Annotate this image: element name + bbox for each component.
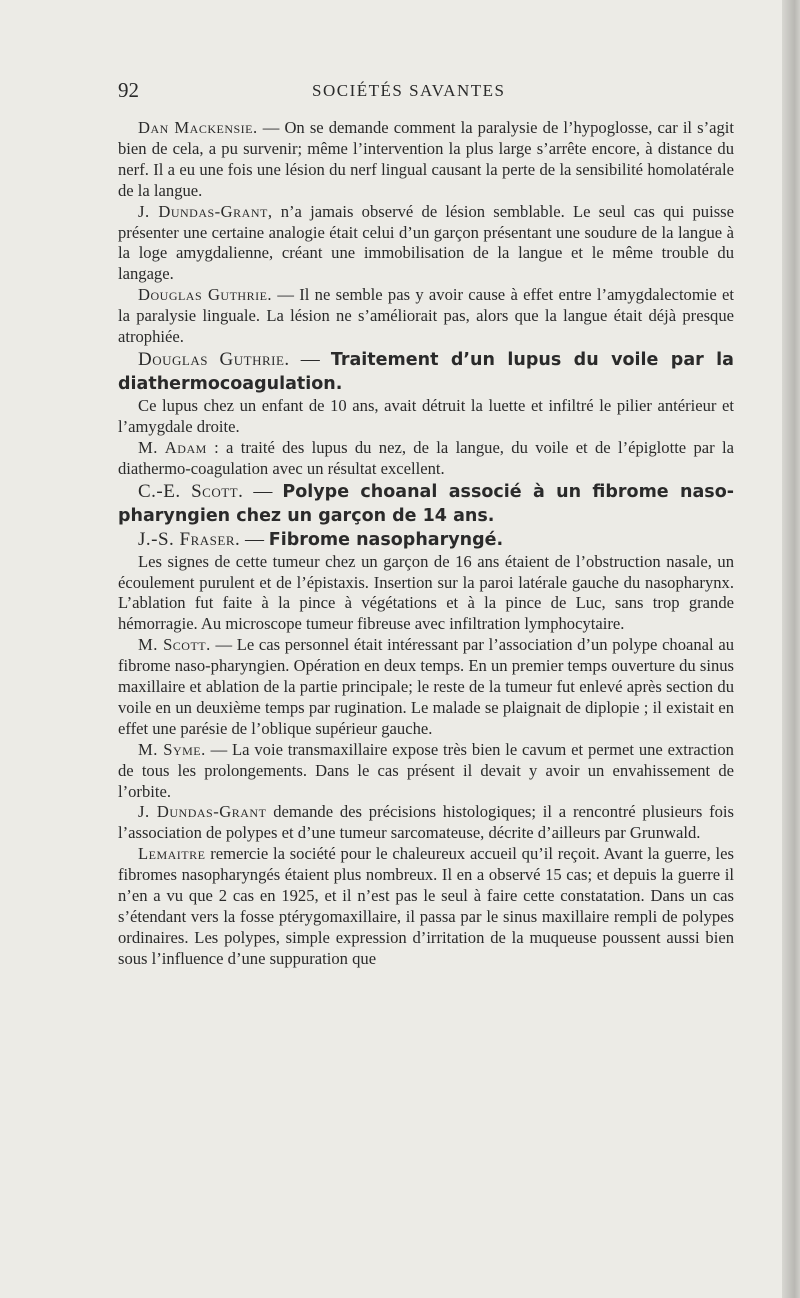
speaker-name: Dan Mackensie.: [138, 118, 258, 137]
paragraph-text: : a traité des lupus du nez, de la langue, du voile et de l’épiglotte par la diathermo-coagulation avec un résultat excellent.: [118, 437, 734, 478]
section-author: J.-S. Fraser.: [138, 528, 241, 550]
paragraph: [118, 396, 734, 438]
paragraph-text: Ce lupus chez un enfant de 10 ans, avait détruit la luette et infiltré le pilier antérieur et l’amygdale droite.: [118, 395, 734, 436]
paragraph-text: remercie la société pour le chaleureux accueil qu’il reçoit. Avant la guerre, les fibromes nasopharyngés étaient plus nombreux. Il en a observé 15 cas; et depuis la guerre il n’en a vu que 2 cas en 1925, et il n’est pas le seul à faire cette constatation. Dans un cas s’étendant vers la fosse ptérygomaxillaire, il passa par le sinus maxillaire rempli de polypes ordinaires. Les polypes, simple expression d’irritation de la muqueuse poussent aussi bien sous l’influence d’une suppuration que: [118, 844, 734, 968]
paragraph: [118, 635, 734, 740]
paragraph-text: — Il ne semble pas y avoir cause à effet entre l’amygdalectomie et la paralysie linguale. La lésion ne s’améliorait pas, alors que la langue était déjà presque atrophiée.: [118, 285, 734, 347]
speaker-name: J. Dundas-Grant,: [138, 201, 273, 221]
page-number: 92: [118, 78, 139, 102]
section-heading: C.-E. Scott. — Polype choanal associé à un fibrome naso-pharyngien chez un garçon de 14 ans.: [118, 480, 734, 526]
paragraph-text: n’a jamais observé de lésion semblable. Le seul cas qui puisse présenter une certaine analogie était celui d’un garçon présentant une soudure de la langue à la loge amygdalienne, créant une immobilisation de la langue et le même trouble du langage.: [118, 201, 734, 284]
paragraph: [118, 844, 734, 969]
paragraph: [118, 438, 734, 480]
speaker-name: Douglas Guthrie.: [138, 285, 273, 305]
section-title: Polype choanal associé à un fibrome naso-pharyngien chez un garçon de 14 ans.: [118, 481, 734, 526]
paragraph: [118, 552, 734, 636]
section-title: Fibrome nasopharyngé.: [268, 529, 504, 550]
page-edge: [782, 0, 800, 1298]
speaker-name: M. Syme.: [138, 739, 206, 759]
paragraph: [118, 202, 734, 286]
paragraph: [118, 285, 734, 348]
section-author: Douglas Guthrie.: [138, 348, 290, 370]
speaker-name: M. Scott.: [138, 635, 211, 655]
page-body: [118, 118, 734, 970]
running-head: SOCIÉTÉS SAVANTES: [312, 81, 506, 100]
paragraph-text: — La voie transmaxillaire expose très bien le cavum et permet une extraction de tous les prolongements. Dans le cas présent il devait y avoir un envahissement de l’orbite.: [118, 739, 734, 801]
section-author: C.-E. Scott.: [138, 480, 244, 502]
section-title: Traitement d’un lupus du voile par la diathermocoagulation.: [118, 349, 734, 394]
paragraph: [118, 802, 734, 844]
speaker-name: M. Adam: [138, 437, 207, 457]
paragraph-text: — On se demande comment la paralysie de l’hypoglosse, car il s’agit bien de cela, a pu survenir; même l’intervention la plus large s’arrête encore, à distance du nerf. Il a eu une fois une lésion du nerf lingual causant la perte de la sensibilité homolatérale de la langue.: [118, 118, 734, 200]
paragraph: [118, 740, 734, 803]
speaker-name: J. Dundas-Grant: [138, 802, 267, 822]
paragraph: [118, 118, 734, 202]
section-heading: Douglas Guthrie. — Traitement d’un lupus du voile par la diathermocoagulation.: [118, 348, 734, 394]
paragraph-text: demande des précisions histologiques; il a rencontré plusieurs fois l’association de polypes et d’une tumeur sarcomateuse, décrite d’ailleurs par Grunwald.: [118, 802, 734, 843]
page-header: [118, 78, 734, 102]
paragraph-text: — Le cas personnel était intéressant par l’association d’un polype choanal au fibrome naso-pharyngien. Opération en deux temps. En un premier temps ouverture du sinus maxillaire et ablation de la partie principale; le reste de la tumeur fut enlevé après section du voile en un deuxième temps par rugination. Le malade se plaignait de diplopie ; il existait en effet une parésie de l’oblique supérieur gauche.: [118, 635, 734, 738]
paragraph-text: Les signes de cette tumeur chez un garçon de 16 ans étaient de l’obstruction nasale, un écoulement purulent et de l’épistaxis. Insertion sur la paroi latérale gauche du nasopharynx. L’ablation fut faite à la pince à végétations et à la pince de Luc, sans trop grande hémorragie. Au microscope tumeur fibreuse avec infiltration lymphocytaire.: [118, 551, 734, 634]
speaker-name: Lemaitre: [138, 844, 206, 864]
section-heading: J.-S. Fraser. — Fibrome nasopharyngé.: [138, 528, 504, 550]
